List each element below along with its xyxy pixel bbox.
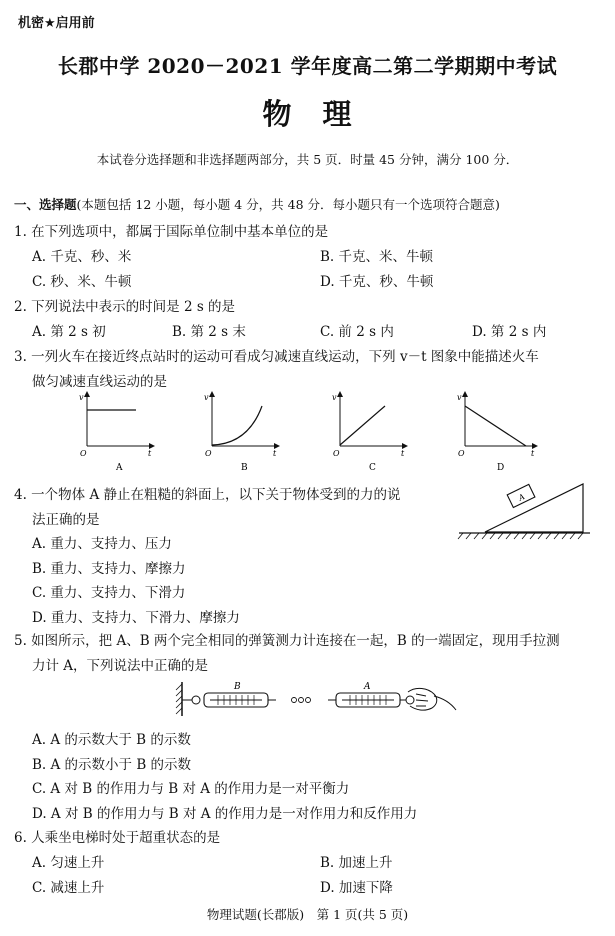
graph-a [79,393,152,473]
q5-option-d: D. A 对 B 的作用力与 B 对 A 的作用力是一对作用力和反作用力 [32,806,418,822]
block-a [507,484,535,507]
spring-scale-a [336,682,400,707]
graph-a-v-label: v [79,393,84,402]
q4-incline-diagram [455,478,595,543]
section-name: 一、选择题 [14,197,77,212]
graph-d-label: D [497,463,505,473]
graph-d-origin: O [458,449,465,458]
q5-stem-line2: 力计 A，下列说法中正确的是 [32,658,209,674]
graph-b-t-label: t [273,449,277,458]
page-footer: 物理试题(长郡版) 第 1 页(共 5 页) [206,907,409,922]
q2-option-d: D. 第 2 s 内 [472,324,547,340]
q4-stem-line1: 4. 一个物体 A 静止在粗糙的斜面上，以下关于物体受到的力的说 [14,487,401,503]
q2-option-b: B. 第 2 s 末 [172,324,246,340]
q3-stem-line2: 做匀减速直线运动的是 [32,374,167,390]
q4-option-d: D. 重力、支持力、下滑力、摩擦力 [32,610,240,626]
q6-option-a: A. 匀速上升 [32,855,105,871]
graph-c-t-label: t [401,449,405,458]
graph-d [457,393,535,473]
q1-option-c: C. 秒、米、牛顿 [32,274,132,290]
wall-hatching [176,684,182,714]
q6-option-c: C. 减速上升 [32,880,105,896]
q3-vt-graphs [0,388,615,476]
graph-b-label: B [241,463,248,473]
graph-d-line [465,406,526,446]
exam-intro: 本试卷分选择题和非选择题两部分，共 5 页．时量 45 分钟，满分 100 分． [96,152,519,167]
block-a-label: A [517,491,527,503]
q4-option-c: C. 重力、支持力、下滑力 [32,585,186,601]
graph-a-label: A [116,463,123,473]
graph-d-v-label: v [457,393,462,402]
q5-option-a: A. A 的示数大于 B 的示数 [32,732,191,748]
graph-c-label: C [369,463,376,473]
q1-option-a: A. 千克、秒、米 [32,249,132,265]
q4-option-a: A. 重力、支持力、压力 [32,536,172,552]
q2-stem: 2. 下列说法中表示的时间是 2 s 的是 [14,299,236,315]
graph-d-t-label: t [531,449,535,458]
spring-scale-b [204,682,268,707]
incline-wedge [485,484,583,532]
section-desc: (本题包括 12 小题，每小题 4 分，共 48 分．每小题只有一个选项符合题意) [76,197,500,212]
q3-stem-line1: 3. 一列火车在接近终点站时的运动可看成匀减速直线运动，下列 v－t 图象中能描述火车 [14,349,539,365]
graph-a-origin: O [80,449,87,458]
q5-stem-line1: 5. 如图所示，把 A、B 两个完全相同的弹簧测力计连接在一起，B 的一端固定，现用手拉测 [14,633,560,649]
graph-c [332,393,405,473]
q5-option-b: B. A 的示数小于 B 的示数 [32,757,192,773]
graph-b-origin: O [205,449,212,458]
q1-stem: 1. 在下列选项中，都属于国际单位制中基本单位的是 [14,224,329,240]
exam-title: 长郡中学 2020－2021 学年度高二第二学期期中考试 [57,54,558,78]
graph-b-v-label: v [204,393,209,402]
q1-option-b: B. 千克、米、牛顿 [320,249,434,265]
link-rings [292,698,311,703]
confidential-mark: 机密★启用前 [18,16,95,31]
q6-option-d: D. 加速下降 [320,880,393,896]
scale-a-label: A [364,682,371,692]
section-header [14,195,500,213]
q6-stem: 6. 人乘坐电梯时处于超重状态的是 [14,830,221,846]
q1-option-d: D. 千克、秒、牛顿 [320,274,434,290]
q2-option-a: A. 第 2 s 初 [32,324,106,340]
q4-stem-line2: 法正确的是 [32,512,100,528]
q4-option-b: B. 重力、支持力、摩擦力 [32,561,186,577]
graph-c-line [340,406,385,445]
scale-b-label: B [234,682,241,692]
graph-c-v-label: v [332,393,337,402]
graph-b-curve [212,406,262,445]
subject-title: 物 理 [262,97,353,131]
q5-option-c: C. A 对 B 的作用力与 B 对 A 的作用力是一对平衡力 [32,781,350,797]
graph-a-t-label: t [148,449,152,458]
hand-icon [408,688,456,710]
graph-b [204,393,277,473]
q5-spring-scales-diagram [170,676,460,721]
q2-option-c: C. 前 2 s 内 [320,324,394,340]
q6-option-b: B. 加速上升 [320,855,393,871]
ground-hatching [458,533,583,539]
graph-c-origin: O [333,449,340,458]
